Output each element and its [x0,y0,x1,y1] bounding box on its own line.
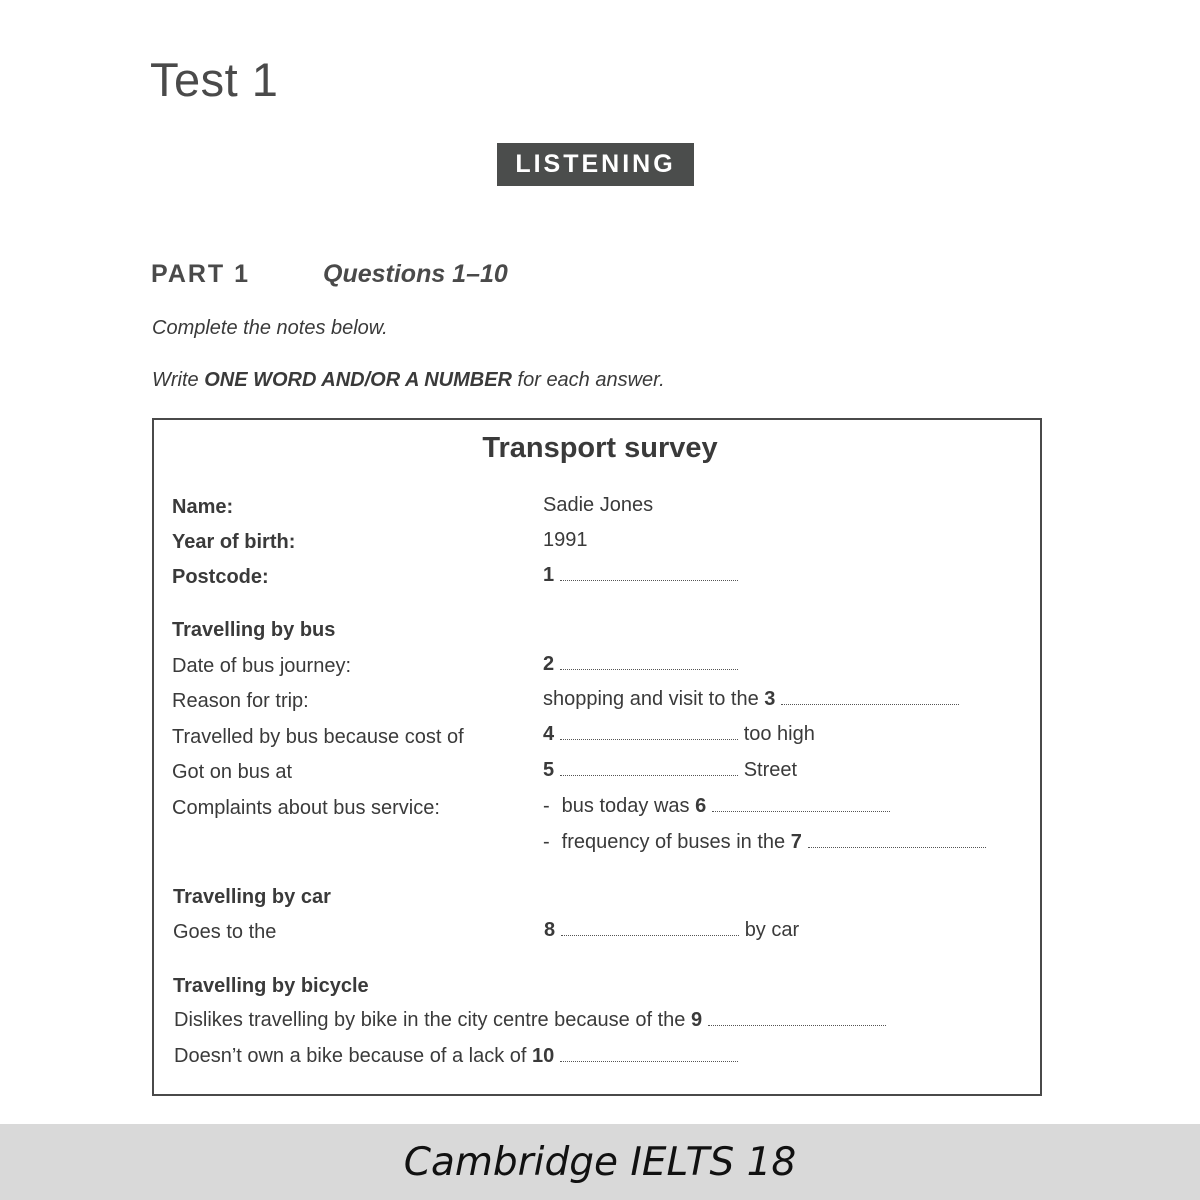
question-number-9: 9 [690,1009,703,1031]
dislikes-label: Dislikes travelling by bike in the city centre because of the [174,1009,691,1031]
reason-label: Reason for trip: [172,690,309,712]
question-number-5: 5 [543,759,555,781]
answer-7-row [543,831,986,854]
date-label: Date of bus journey: [172,655,351,677]
reason-value: shopping and visit to the [543,688,765,710]
bus-heading: Travelling by bus [172,619,336,641]
street-suffix: Street [743,759,798,781]
answer-1-row [543,564,738,587]
part-label: PART 1 [151,260,251,288]
answer-blank-6[interactable] [712,797,890,812]
answer-blank-10[interactable] [560,1047,738,1062]
answer-blank-7[interactable] [808,833,986,848]
instruction-write-prefix: Write [152,369,205,391]
question-number-4: 4 [543,723,555,745]
answer-blank-4[interactable] [560,725,738,740]
answer-8-row [544,919,799,942]
question-number-3: 3 [764,688,776,710]
complaints-label: Complaints about bus service: [172,797,440,819]
answer-2-row [543,653,738,676]
birth-value: 1991 [543,529,588,551]
instruction-write-suffix: for each answer. [511,369,665,391]
question-number-7: 7 [790,831,802,853]
answer-10-row [174,1045,738,1068]
bullet-dash: - [543,831,550,853]
answer-blank-5[interactable] [560,761,738,776]
answer-blank-9[interactable] [708,1011,886,1026]
got-on-label: Got on bus at [172,761,293,783]
goes-label: Goes to the [173,921,277,943]
answer-6-row [543,795,890,818]
footer-bar [0,1124,1200,1200]
bike-heading: Travelling by bicycle [173,975,369,997]
name-value: Sadie Jones [543,494,654,516]
car-suffix: by car [744,919,800,941]
answer-blank-8[interactable] [561,921,739,936]
answer-blank-1[interactable] [560,566,738,581]
postcode-label: Postcode: [172,566,269,588]
car-heading: Travelling by car [173,886,331,908]
name-label: Name: [172,496,234,518]
question-number-1: 1 [543,564,555,586]
own-label: Doesn’t own a bike because of a lack of [174,1045,532,1067]
notes-title: Transport survey [482,432,718,464]
question-number-6: 6 [695,795,707,817]
complaint-1: bus today was [561,795,696,817]
bullet-dash: - [543,795,550,817]
answer-blank-2[interactable] [560,655,738,670]
instruction-word-limit: ONE WORD AND/OR A NUMBER [204,369,512,391]
book-title: Cambridge IELTS 18 [403,1139,797,1185]
answer-4-row [543,723,815,746]
instruction-write [152,369,665,392]
question-number-8: 8 [544,919,556,941]
answer-blank-3[interactable] [781,690,959,705]
test-title: Test 1 [150,53,279,106]
cost-suffix: too high [743,723,815,745]
complaint-2: frequency of buses in the [561,831,791,853]
question-number-2: 2 [543,653,555,675]
question-number-10: 10 [532,1045,555,1067]
answer-5-row [543,759,797,782]
answer-9-row [174,1009,886,1032]
section-badge: LISTENING [497,143,694,186]
birth-label: Year of birth: [172,531,296,553]
questions-range: Questions 1–10 [323,260,508,288]
part-heading [151,260,508,289]
answer-3-row [543,688,959,711]
cost-label: Travelled by bus because cost of [172,726,464,748]
instruction-complete: Complete the notes below. [152,317,388,339]
